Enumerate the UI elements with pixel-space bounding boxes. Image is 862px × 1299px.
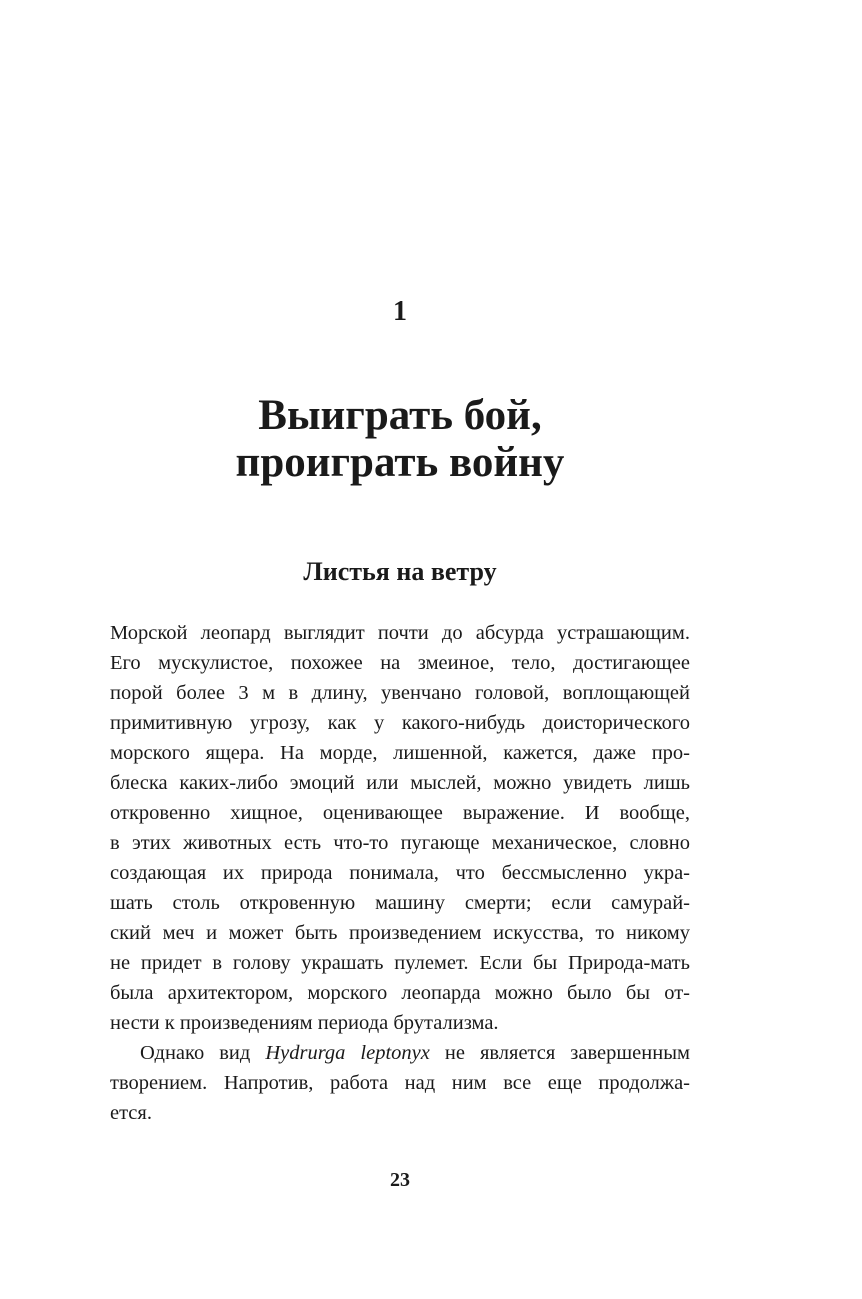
paragraph-text: не является завершенным [429, 1042, 690, 1064]
paragraph-line: ский меч и может быть произведением искусства, то никому [110, 922, 690, 944]
paragraph-line: не придет в голову украшать пулемет. Если бы Природа-мать [110, 952, 690, 974]
paragraph-1 [110, 618, 690, 1038]
page-number: 23 [390, 1169, 410, 1191]
paragraph-line: шать столь откровенную машину смерти; если самурай- [110, 892, 690, 914]
paragraph-line: Морской леопард выглядит почти до абсурда устрашающим. [110, 622, 690, 644]
paragraph-line [110, 1038, 690, 1068]
section-title: Листья на ветру [303, 557, 497, 586]
paragraph-line: откровенно хищное, оценивающее выражение. И вообще, [110, 802, 690, 824]
chapter-title-line-2: проиграть войну [235, 439, 565, 486]
paragraph-line: Его мускулистое, похожее на змеиное, тело, достигающее [110, 652, 690, 674]
paragraph-line: морского ящера. На морде, лишенной, кажется, даже про- [110, 742, 690, 764]
paragraph-line: в этих животных есть что-то пугающе механическое, словно [110, 832, 690, 854]
paragraph-line: нести к произведениям периода брутализма. [110, 1012, 499, 1034]
paragraph-line: ется. [110, 1102, 152, 1124]
paragraph-text: Однако вид [140, 1042, 266, 1064]
chapter-title [0, 392, 800, 486]
paragraph-line: была архитектором, морского леопарда можно было бы от- [110, 982, 690, 1004]
paragraph-line: блеска каких-либо эмоций или мыслей, можно увидеть лишь [110, 772, 690, 794]
paragraph-line: творением. Напротив, работа над ним все еще продолжа- [110, 1072, 690, 1094]
species-name: Hydrurga leptonyx [265, 1042, 430, 1064]
chapter-title-line-1: Выиграть бой, [258, 392, 542, 439]
body-text [110, 618, 690, 1128]
paragraph-line: создающая их природа понимала, что бессмысленно укра- [110, 862, 690, 884]
paragraph-line: порой более 3 м в длину, увенчано головой, воплощающей [110, 682, 690, 704]
paragraph-line: примитивную угрозу, как у какого-нибудь доисторического [110, 712, 690, 734]
chapter-number: 1 [393, 296, 407, 327]
paragraph-2 [110, 1038, 690, 1128]
